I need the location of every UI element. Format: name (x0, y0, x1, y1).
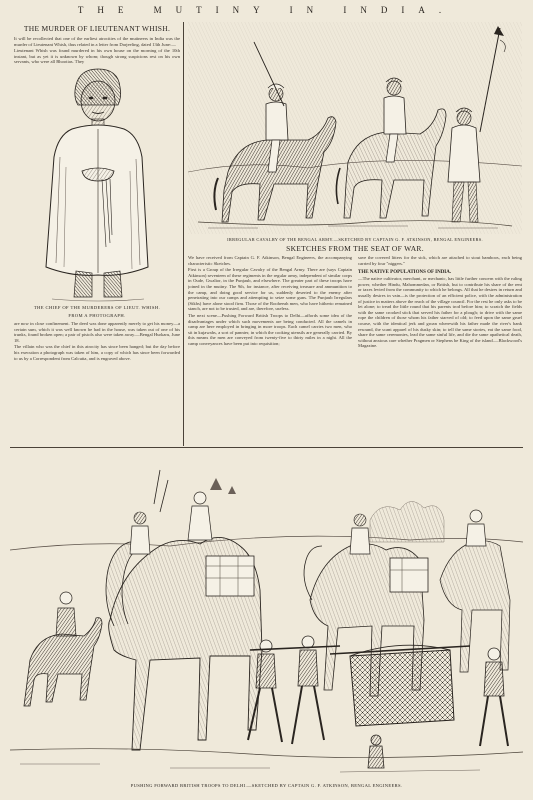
sketches-title: SKETCHES FROM THE SEAT OF WAR. (286, 244, 424, 253)
sketches-article (188, 244, 522, 422)
article-paragraph: First is a Group of the Irregular Cavalry of the Bengal Army. There are (says Captain Atkinson) seventeen of these regiments in the regular army, independent of similar corps in Oude, Gwalior, in the Punjaub, and elsewhere. The greater part of these troops have joined in the mutiny. The 9th, for instance, after receiving treasure and ammunition to the camp, and doing good service for us, suddenly deserted to the enemy after penetrating into our camps and attempting to seize some guns. The Punjaub Irregulars (Sikhs) have alone stood firm. Those of the Rooheeah men, who have hitherto remained stanch, are not to be trusted, and are, therefore, useless. (188, 267, 352, 312)
portrait-engraving (32, 67, 162, 303)
whish-article (14, 22, 180, 448)
article-paragraph: —The native cultivator, merchant, or mechanic, has little further concern with the ruling power, whether Hindu, Mahommedan, or British, but to contribute his share of the rent or taxes levied from the community to which he belongs. All that he desires in return and usually desires in vain—is the protection of an efficient police, with the administration of justice in matters above the reach of the village council. For the rest he only asks to be let alone; to tread the little round that his parents trod before him; to scratch the fields with the same crooked stick that served his father for a plough; to drive with the same rope the children of those whom his father starved of old; to feed upon the same gruel course, with the identical jerk and groan wherewith his father made the river's bank resound, the scant apparel of his dusky skin; to tell the same stories, eat the same food, share the same ceremonies, lead the same sinful life, and die the same apathetical death, without anxious care whether Pragmen or Stephens be King of the island.—Blackwood's Magazine. (358, 276, 522, 349)
article-paragraph: It will be recollected that one of the earliest atrocities of the mutineers in India was the murder of Lieutenant Whish, thus related in a letter from Darjeeling, dated 13th June:— (14, 36, 180, 47)
running-head: THE MUTINY IN INDIA. (77, 5, 456, 15)
article-paragraph: are now in close confinement. The deed was done apparently merely to get his money—a certain sum, which it was well known he had in the house, was taken out of one of his trunks, found broken open; a pair of pistols also were taken away.—Bengal Hurkaru, June 18. (14, 320, 180, 343)
cavalry-caption: IRREGULAR CAVALRY OF THE BENGAL ARMY.—SKETCHED BY CAPTAIN G. F. ATKINSON, BENGAL ENGINEERS. (227, 237, 483, 242)
article-paragraph: We have received from Captain G. F. Atkinson, Bengal Engineers, the accompanying characteristic Sketches. (188, 255, 352, 266)
cavalry-engraving (188, 22, 522, 234)
sketches-col-1 (188, 255, 352, 350)
article-paragraph: The villain who was the chief in this atrocity has since been hanged; but the day before his execution a photograph was taken of him, a copy of which has since been forwarded to us by a Correspondent from Calcutta, and is engraved above. (14, 344, 180, 361)
native-populations-title: THE NATIVE POPULATIONS OF INDIA. (358, 270, 452, 276)
article-paragraph: Lieutenant Whish was found murdered in his own house on the morning of the 10th instant, but as yet it is unknown by whom; though strong suspicions rest on his own servants, who were all Bhootias. They (14, 48, 180, 65)
column-rule (183, 22, 184, 446)
sketches-col-2 (358, 255, 522, 350)
troops-engraving (10, 450, 523, 780)
troops-caption: PUSHING FORWARD BRITISH TROOPS TO DELHI.—SKETCHED BY CAPTAIN G. F. ATKINSON, BENGAL ENGINEERS. (130, 783, 403, 788)
article-paragraph: The next scene—Pushing Forward British Troops to Delhi—affords some idea of the disadvantages under which such movements are being conducted. All the camels in camp are here employed in bringing in more troops. Each camel carries two men, who sit in kujawahs, a sort of pannier, in which the cooking utensils are generally carried. By this means the men are conveyed from twenty-five to thirty miles in a night. All the camp conveyances have been put into requisition; (188, 312, 352, 346)
portrait-credit: FROM A PHOTOGRAPH. (68, 312, 126, 318)
portrait-caption: THE CHIEF OF THE MURDERERS OF LIEUT. WHISH. (33, 304, 161, 310)
article-title: THE MURDER OF LIEUTENANT WHISH. (23, 24, 171, 33)
sketches-columns (188, 255, 522, 350)
article-paragraph: save the covered litters for the sick, which are attached to stout bamboos, each being carried by four "niggers." (358, 255, 522, 266)
